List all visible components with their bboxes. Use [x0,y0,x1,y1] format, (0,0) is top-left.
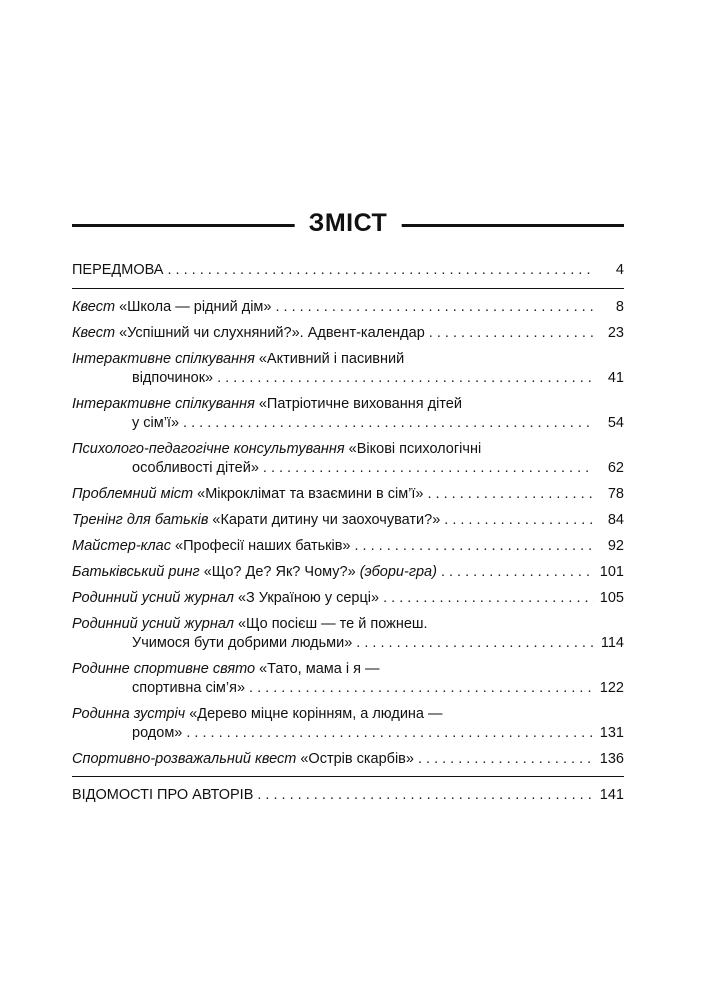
toc-entry[interactable] [72,440,624,478]
page-number: 54 [607,415,624,431]
entry-text-continued: відпочинок» [132,370,214,386]
entry-category: Проблемний міст [72,486,194,502]
entry-category: Психолого-педагогічне консультування [72,441,345,457]
entry-text: «Острів скарбів» [300,751,414,767]
dot-leader [444,511,594,530]
entry-category: Родинна зустріч [72,706,186,722]
dot-leader [275,298,594,317]
toc-entry[interactable] [72,615,624,653]
toc-entry[interactable] [72,395,624,433]
page-number: 105 [599,590,624,606]
toc-list [72,261,624,805]
entry-category: Інтерактивне спілкування [72,396,255,412]
dot-leader [167,261,594,280]
entry-text: «Успішний чи слухняний?». Адвент-календар [119,325,425,341]
entry-category: Спортивно-розважальний квест [72,751,297,767]
toc-entry[interactable] [72,511,624,530]
entry-text: «Професії наших батьків» [175,538,351,554]
toc-entry[interactable] [72,589,624,608]
page-number: 92 [607,538,624,554]
entry-category: Родинне спортивне свято [72,661,256,677]
dot-leader [186,724,594,743]
dot-leader [249,679,594,698]
entry-text: «Патріотичне виховання дітей [258,396,462,412]
entry-category: Інтерактивне спілкування [72,351,255,367]
entry-text: «Вікові психологічні [348,441,482,457]
entry-text: «З Україною у серці» [237,590,380,606]
entry-text-continued: особливості дітей» [132,460,259,476]
entry-category: Квест [72,325,116,341]
toc-entry[interactable] [72,298,624,317]
page-number: 114 [600,635,624,651]
entry-text: «Тато, мама і я — [259,661,380,677]
page-number: 122 [599,680,624,696]
entry-text: «Активний і пасивний [258,351,405,367]
entry-text: «Школа — рідний дім» [119,299,272,315]
dot-leader [263,459,594,478]
entry-category: Тренінг для батьків [72,512,209,528]
dot-leader [427,485,594,504]
table-of-contents-page [72,205,624,812]
dot-leader [257,786,594,805]
toc-entry[interactable] [72,537,624,556]
entry-text: «Мікроклімат та взаємини в сім’ї» [197,486,424,502]
toc-entry[interactable] [72,324,624,343]
entry-text: ВІДОМОСТІ ПРО АВТОРІВ [72,787,254,803]
page-number: 62 [607,460,624,476]
entry-text-continued: у сім’ї» [132,415,180,431]
page-number: 8 [615,299,624,315]
toc-entry[interactable] [72,705,624,743]
divider [72,288,624,289]
entry-category: Квест [72,299,116,315]
entry-text: «Що посієш — те й пожнеш. [237,616,428,632]
entry-suffix: (эбори-гра) [359,564,437,580]
page-number: 101 [599,564,624,580]
toc-entry[interactable] [72,563,624,582]
entry-text-continued: спортивна сім’я» [132,680,246,696]
entry-text: «Дерево міцне корінням, а людина — [189,706,443,722]
toc-entry[interactable] [72,660,624,698]
entry-text: «Карати дитину чи заохочувати?» [212,512,441,528]
page-number: 41 [607,370,624,386]
page-number: 78 [607,486,624,502]
dot-leader [429,324,594,343]
entry-category: Родинний усний журнал [72,590,234,606]
dot-leader [441,563,594,582]
page-number: 131 [599,725,624,741]
title-block [72,205,624,245]
entry-text: «Що? Де? Як? Чому?» [203,564,356,580]
entry-text-continued: Учимося бути добрими людьми» [132,635,353,651]
dot-leader [355,537,595,556]
page-number: 136 [599,751,624,767]
dot-leader [418,750,594,769]
page-number: 23 [607,325,624,341]
page-title: ЗМІСТ [295,205,402,241]
page-number: 4 [615,262,624,278]
divider [72,776,624,777]
page-number: 84 [607,512,624,528]
entry-text-continued: родом» [132,725,183,741]
dot-leader [217,369,594,388]
entry-category: Майстер-клас [72,538,171,554]
toc-entry[interactable] [72,485,624,504]
dot-leader [383,589,594,608]
toc-entry[interactable] [72,786,624,805]
page-number: 141 [599,787,624,803]
dot-leader [183,414,594,433]
entry-text: ПЕРЕДМОВА [72,262,164,278]
dot-leader [356,634,594,653]
toc-entry[interactable] [72,350,624,388]
entry-category: Батьківський ринг [72,564,200,580]
toc-entry[interactable] [72,261,624,280]
entry-category: Родинний усний журнал [72,616,234,632]
toc-entry[interactable] [72,750,624,769]
